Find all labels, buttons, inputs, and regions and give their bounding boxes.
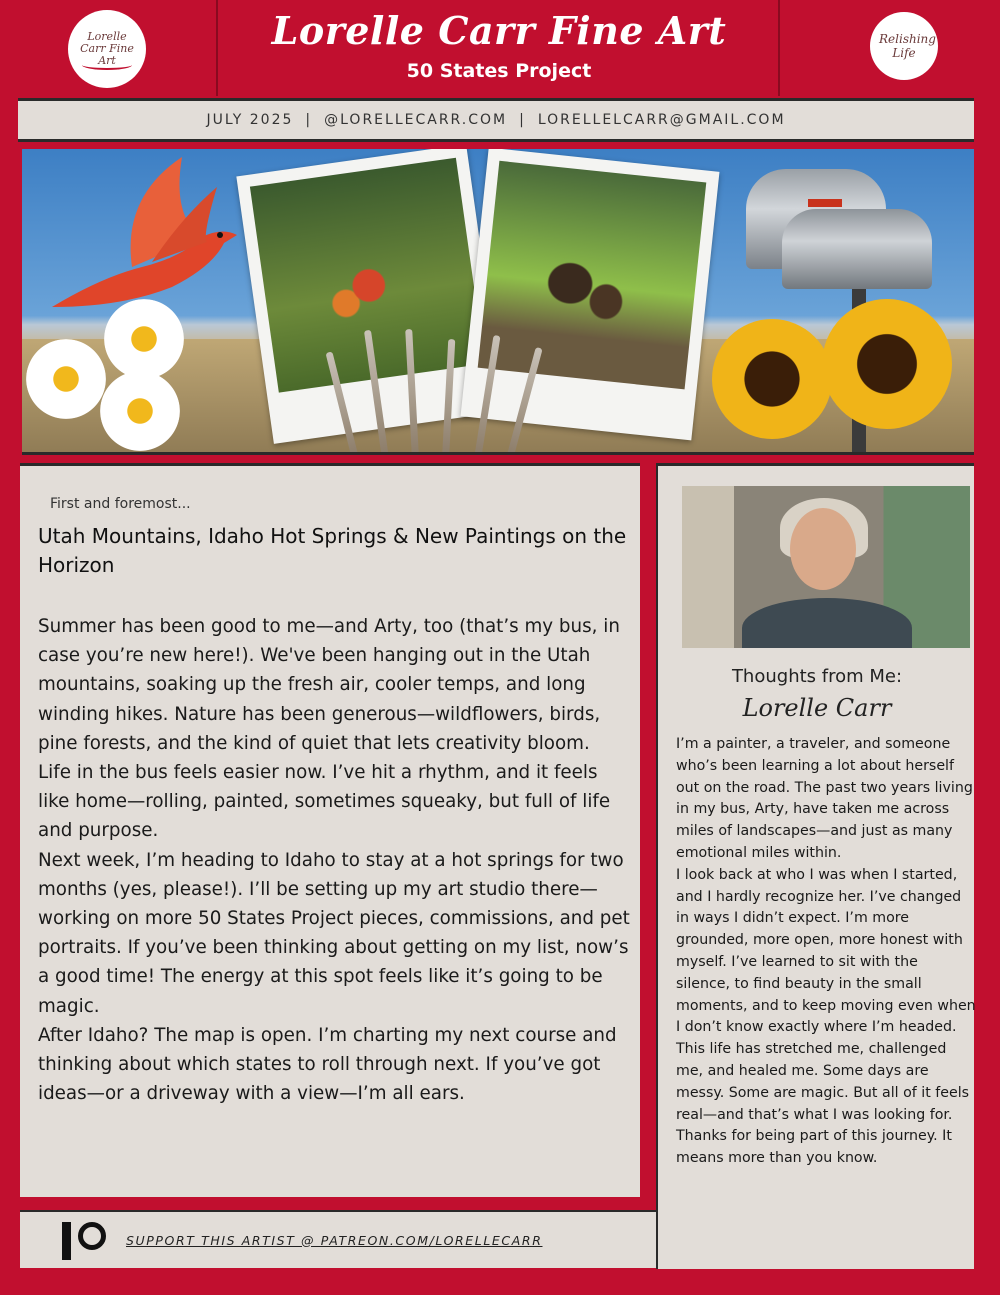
article-kicker: First and foremost...: [50, 496, 191, 512]
sidebar-heading: Thoughts from Me:: [731, 666, 903, 687]
patreon-icon[interactable]: [62, 1218, 112, 1262]
article-paragraph: Life in the bus feels easier now. I’ve hit a rhythm, and it feels like home—rolling, painted, sometimes squeaky, but full of life and purpose.: [38, 762, 611, 842]
website-link[interactable]: @LORELLECARR.COM: [324, 112, 508, 128]
page-subtitle: 50 States Project: [406, 60, 592, 82]
logo-right[interactable]: [870, 12, 938, 80]
patreon-link[interactable]: SUPPORT THIS ARTIST @ PATREON.COM/LORELLECARR: [126, 1232, 543, 1248]
logo-left-text: Lorelle Carr Fine Art: [80, 30, 134, 67]
patreon-bar: [20, 1210, 656, 1268]
info-bar: [18, 98, 974, 142]
main-article: [20, 463, 640, 1197]
photo-moose: [461, 149, 720, 440]
mailbox-icon: [782, 209, 932, 289]
article-body: [38, 612, 630, 1108]
article-paragraph: Next week, I’m heading to Idaho to stay at a hot springs for two months (yes, please!). I’ll be setting up my art studio there—working on more 50 States Project pieces, commissions, and pet portraits. If you’ve been thinking about getting on my list, now’s a good time! The energy at this spot feels like it’s going to be magic.: [38, 849, 630, 1017]
banner-collage: [22, 149, 974, 455]
header: [0, 0, 1000, 96]
daisy-icon: [26, 339, 106, 419]
separator: |: [519, 112, 526, 128]
page-title: Lorelle Carr Fine Art: [271, 8, 727, 53]
daisy-icon: [100, 371, 180, 451]
article-paragraph: Summer has been good to me—and Arty, too (that’s my bus, in case you’re new here!). We've been hanging out in the Utah mountains, soaking up the fresh air, cooler temps, and long winding hikes. Nature has been generous—wildflowers, birds, pine forests, and the kind of quiet that lets creativity bloom.: [38, 616, 620, 754]
logo-swoosh-icon: [82, 60, 132, 70]
header-divider-right: [778, 0, 780, 96]
logo-left[interactable]: [68, 10, 146, 88]
daisy-icon: [104, 299, 184, 379]
sidebar-paragraph: Thanks for being part of this journey. It means more than you know.: [676, 1128, 952, 1167]
article-paragraph: After Idaho? The map is open. I’m charting my next course and thinking about which states to roll through next. If you’ve got ideas—or a driveway with a view—I’m all ears.: [38, 1024, 617, 1105]
logo-right-text: Relishing Life: [879, 32, 936, 60]
sidebar-body: [676, 734, 976, 1170]
mailbox-flag-icon: [808, 199, 842, 207]
issue-date: JULY 2025: [206, 112, 294, 128]
separator: |: [305, 112, 313, 128]
author-signature: Lorelle Carr: [742, 694, 892, 722]
sunflower-icon: [712, 319, 832, 439]
article-headline: Utah Mountains, Idaho Hot Springs & New Paintings on the Horizon: [38, 524, 627, 577]
sunflower-icon: [822, 299, 952, 429]
email-link[interactable]: LORELLELCARR@GMAIL.COM: [537, 112, 786, 128]
sidebar-paragraph: This life has stretched me, challenged me, and healed me. Some days are messy. Some are magic. But all of it feels real—and that’s what I was looking for.: [676, 1041, 970, 1123]
sidebar: [656, 463, 974, 1269]
sidebar-paragraph: I’m a painter, a traveler, and someone who’s been learning a lot about herself out on the road. The past two years living in my bus, Arty, have taken me across miles of landscapes—and just as many emotional miles within.: [676, 736, 973, 861]
author-photo: [682, 486, 970, 648]
sidebar-paragraph: I look back at who I was when I started, and I hardly recognize her. I’ve changed in ways I didn’t expect. I’m more grounded, more open, more honest with myself. I’ve learned to sit with the silence, to find beauty in the small moments, and to keep moving even when I don’t know exactly where I’m headed.: [676, 866, 976, 1036]
